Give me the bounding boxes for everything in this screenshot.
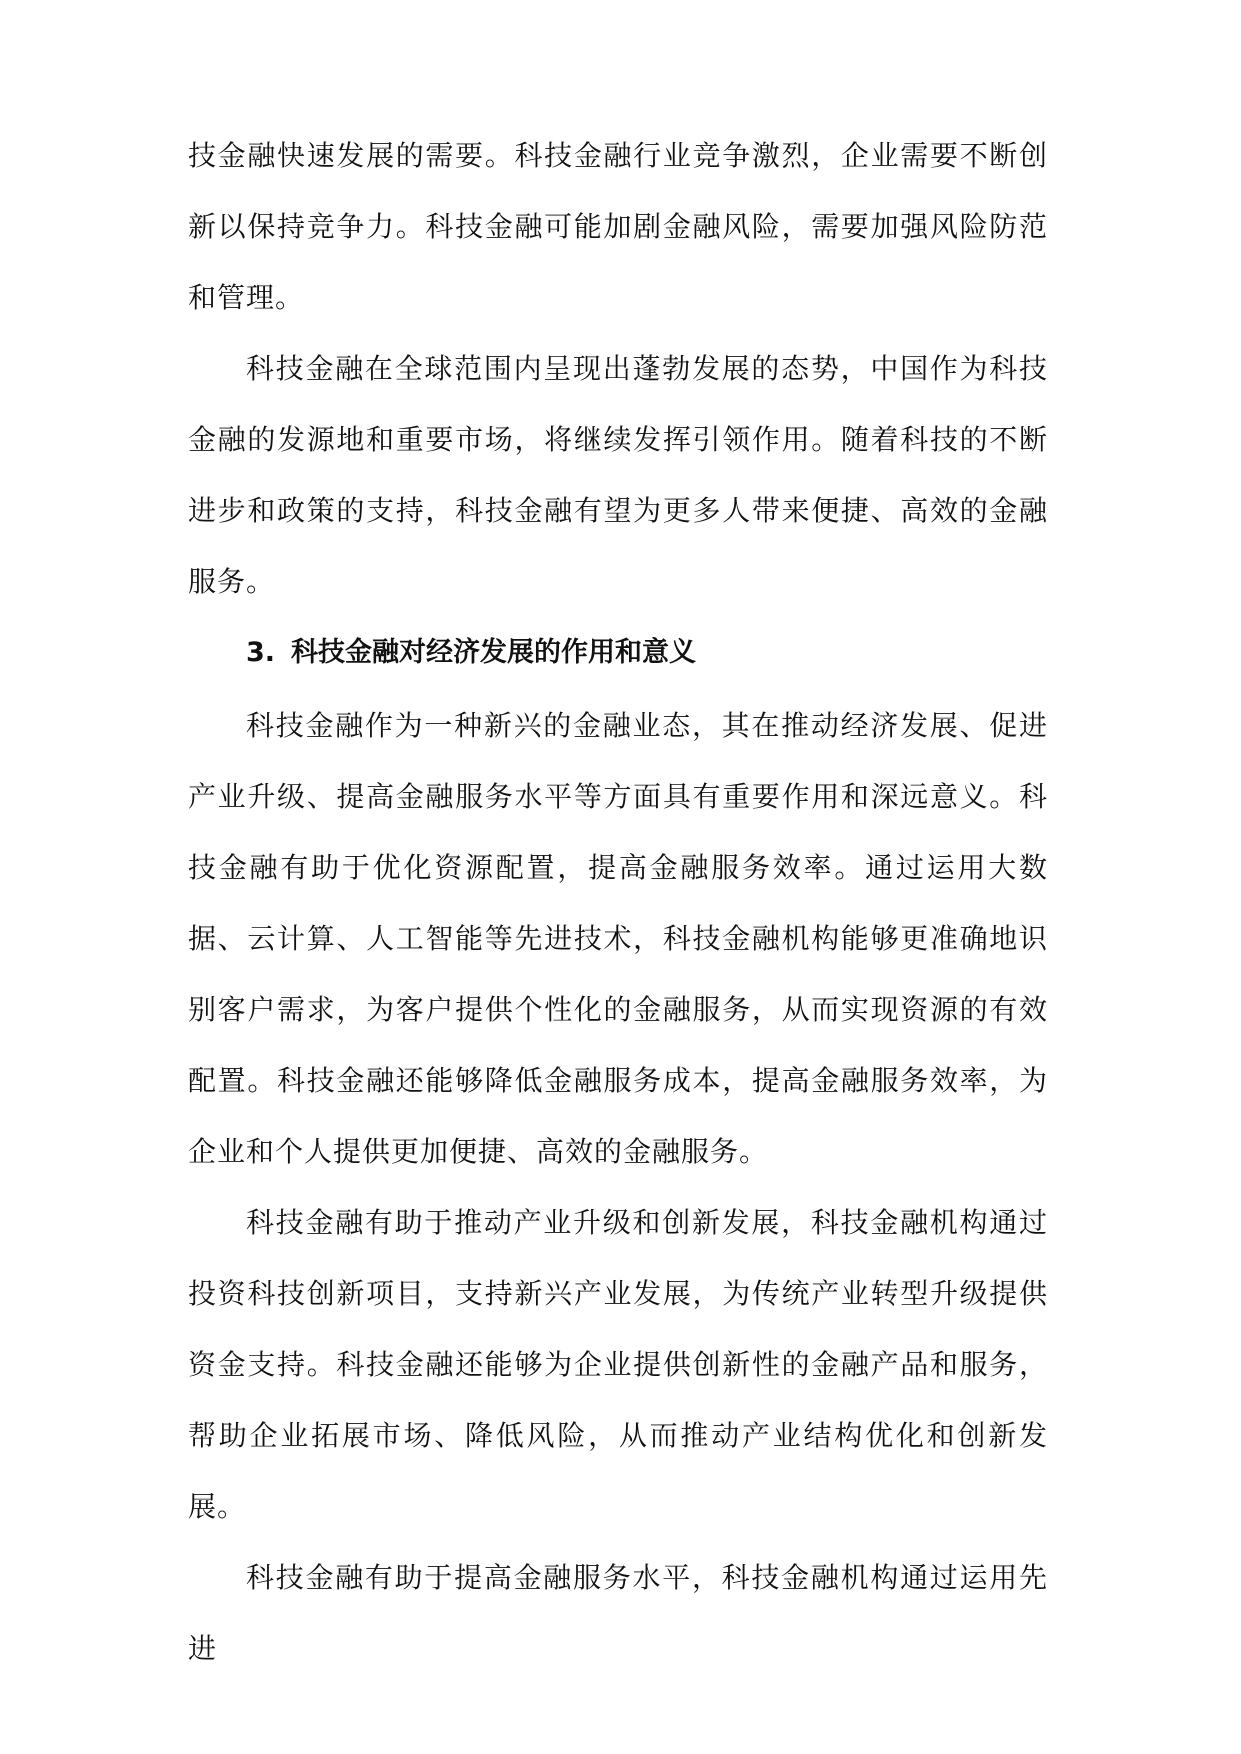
paragraph-3: 科技金融作为一种新兴的金融业态，其在推动经济发展、促进产业升级、提高金融服务水平等方面具有重要作用和深远意义。科技金融有助于优化资源配置，提高金融服务效率。通过运用大数据、云计算、人工智能等先进技术，科技金融机构能够更准确地识别客户需求，为客户提供个性化的金融服务，从而实现资源的有效配置。科技金融还能够降低金融服务成本，提高金融服务效率，为企业和个人提供更加便捷、高效的金融服务。	[188, 709, 1048, 1168]
top-text-block	[188, 120, 1048, 617]
paragraph-5: 科技金融有助于提高金融服务水平，科技金融机构通过运用先进	[188, 1561, 1048, 1665]
paragraph-1: 技金融快速发展的需要。科技金融行业竞争激烈，企业需要不断创新以保持竞争力。科技金融可能加剧金融风险，需要加强风险防范和管理。	[188, 139, 1048, 314]
paragraph-2: 科技金融在全球范围内呈现出蓬勃发展的态势，中国作为科技金融的发源地和重要市场，将继续发挥引领作用。随着科技的不断进步和政策的支持，科技金融有望为更多人带来便捷、高效的金融服务。	[188, 352, 1048, 598]
section-title: 科技金融对经济发展的作用和意义	[291, 637, 697, 668]
bottom-text-block	[188, 690, 1048, 1684]
paragraph-4: 科技金融有助于推动产业升级和创新发展，科技金融机构通过投资科技创新项目，支持新兴产业发展，为传统产业转型升级提供资金支持。科技金融还能够为企业提供创新性的金融产品和服务，帮助企业拓展市场、降低风险，从而推动产业结构优化和创新发展。	[188, 1206, 1048, 1523]
section-heading	[246, 623, 696, 683]
section-number: 3.	[246, 637, 276, 668]
